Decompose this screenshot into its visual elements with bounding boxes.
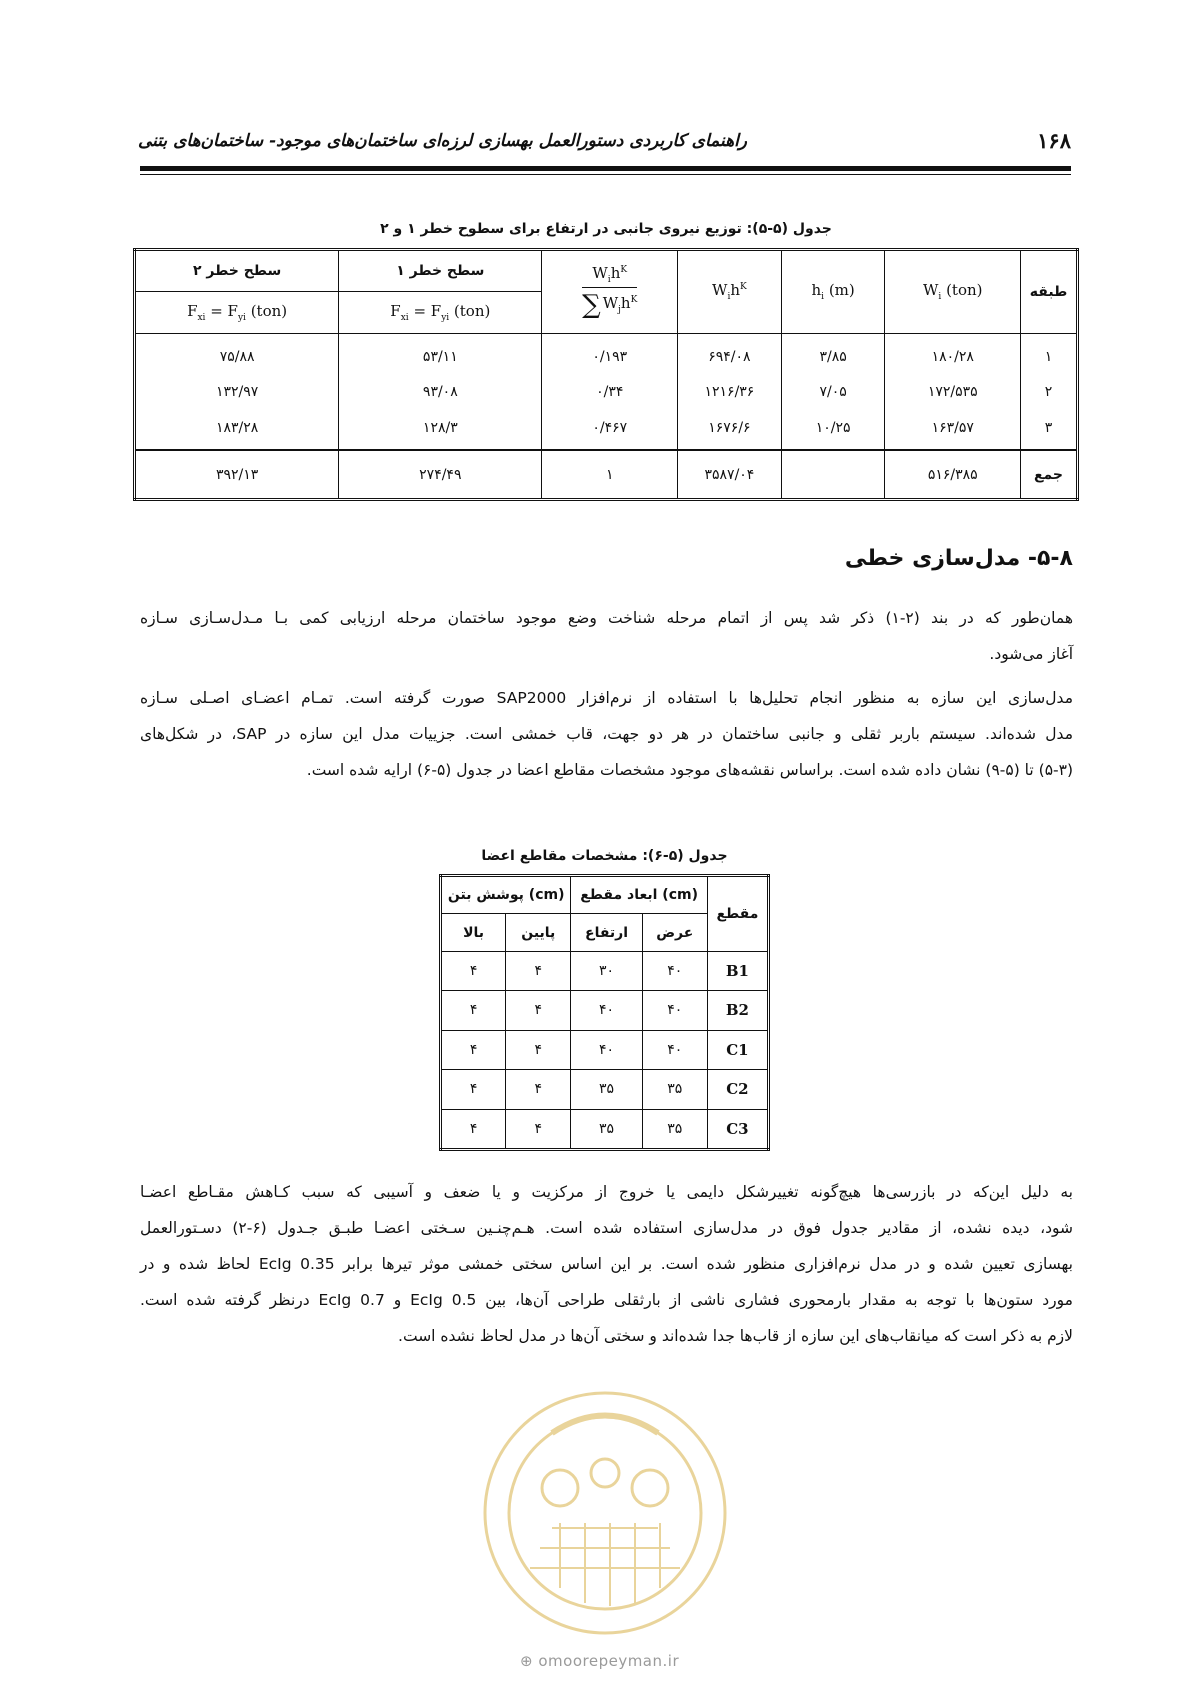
text-line: (۵-۳) تا (۵-۹) نشان داده شده است. براساس نقشه‌های موجود مشخصات مقاطع اعضا در جدول (۵-۶) ارایه شده است. xyxy=(306,761,1073,779)
col-dims: ابعاد مقطع (cm) xyxy=(571,876,707,914)
paragraph-stiffness xyxy=(140,1174,1073,1354)
col-level1: سطح خطر ۱ xyxy=(339,250,542,292)
col-f1-formula: $F_{xi} = F_{yi}$ (ton) xyxy=(339,292,542,333)
text-line: مورد ستون‌ها با توجه به مقدار بارمحوری فشاری ناشی از بارثقلی طراحی آن‌ها، بین 0.5 EcIg و 0.7 EcIg درنظر گرفته شده است. xyxy=(140,1291,1073,1309)
watermark-globe-icon: ⊕ xyxy=(520,1652,534,1670)
col-f2-formula: $F_{xi} = F_{yi}$ (ton) xyxy=(135,292,339,333)
table-row: ۴ ۴ ۳۵ ۳۵ C3 xyxy=(441,1109,769,1150)
table-row: ۱۸۳/۲۸ ۱۲۸/۳ ۰/۴۶۷ ۱۶۷۶/۶ ۱۰/۲۵ ۱۶۳/۵۷ ۳ xyxy=(135,410,1078,450)
table-row: ۴ ۴ ۳۵ ۳۵ C2 xyxy=(441,1070,769,1109)
text-line: مدل‌سازی این سازه به منظور انجام تحلیل‌ها با استفاده از نرم‌افزار SAP2000 صورت گرفته است. تمـام اعضـای اصـلی سـازه xyxy=(140,689,1073,707)
header-rule-thin xyxy=(140,174,1071,175)
paragraph-modeling xyxy=(140,680,1073,788)
text-line: بهسازی تعیین شده و در مدل نرم‌افزاری منظور شده است. بر این اساس سختی خمشی موثر تیرها برابر 0.35 EcIg لحاظ شده و در xyxy=(140,1255,1073,1273)
col-hi: $h_i$ (m) xyxy=(781,250,885,334)
text-line: به دلیل این‌که در بازرسی‌ها هیچ‌گونه تغییرشکل دایمی یا خروج از مرکزیت و یا ضعف و آسیبی که سبب کـاهش مقـاطع اعضـا xyxy=(140,1183,1073,1201)
watermark-logo xyxy=(470,1378,740,1648)
table-row: ۱۳۲/۹۷ ۹۳/۰۸ ۰/۳۴ ۱۲۱۶/۳۶ ۷/۰۵ ۱۷۲/۵۳۵ ۲ xyxy=(135,375,1078,410)
text-line: همان‌طور که در بند (۲-۱) ذکر شد پس از اتمام مرحله شناخت وضع موجود ساختمان مرحله ارزیابی کمی بـا مـدل‌سـازی سـازه xyxy=(140,609,1073,627)
lateral-force-table xyxy=(133,248,1079,501)
text-line: آغاز می‌شود. xyxy=(989,645,1073,663)
watermark-url: ⊕ omoorepeyman.ir xyxy=(520,1652,680,1670)
table1-caption: جدول (۵-۵): توزیع نیروی جانبی در ارتفاع برای سطوح خطر ۱ و ۲ xyxy=(380,221,832,237)
paragraph-intro xyxy=(140,600,1073,672)
running-header xyxy=(138,128,1071,158)
header-title: راهنمای کاربردی دستورالعمل بهسازی لرزه‌ای ساختمان‌های موجود- ساختمان‌های بتنی xyxy=(138,131,748,151)
text-line: شود، دیده نشده، از مقادیر جدول فوق در مدل‌سازی استفاده شده است. هـم‌چنـین سـختی اعضـا طبـق جـدول (۶-۲) دسـتورالعمل xyxy=(140,1219,1073,1237)
section-heading: ۵-۸- مدل‌سازی خطی xyxy=(844,546,1073,571)
section-properties-table xyxy=(439,874,770,1151)
col-whk: $W_ih^K$ xyxy=(678,250,782,334)
ratio-denominator: ∑ $W_jh^K$ xyxy=(582,289,638,320)
col-level2: سطح خطر ۲ xyxy=(135,250,339,292)
col-width: عرض xyxy=(642,914,707,951)
table-sum-row: ۳۹۲/۱۳ ۲۷۴/۴۹ ۱ ۳۵۸۷/۰۴ ۵۱۶/۳۸۵ جمع xyxy=(135,450,1078,499)
table2-caption: جدول (۵-۶): مشخصات مقاطع اعضا xyxy=(481,848,728,864)
col-bottom: پایین xyxy=(506,914,571,951)
col-cover: پوشش بتن (cm) xyxy=(441,876,571,914)
col-top: بالا xyxy=(441,914,506,951)
text-line: لازم به ذکر است که میانقاب‌های این سازه از قاب‌ها جدا شده‌اند و سختی آن‌ها در مدل لحاظ نشده است. xyxy=(398,1327,1073,1345)
header-rule-thick xyxy=(140,166,1071,171)
text-line: مدل شده‌اند. سیستم باربر ثقلی و جانبی ساختمان در هر دو جهت، قاب خمشی است. جزییات مدل این سازه در SAP، در شکل‌های xyxy=(140,725,1073,743)
table-row: ۴ ۴ ۴۰ ۴۰ C1 xyxy=(441,1030,769,1069)
table-row: ۴ ۴ ۴۰ ۴۰ B2 xyxy=(441,991,769,1030)
col-floor: طبقه xyxy=(1021,250,1078,334)
page-number: ۱۶۸ xyxy=(1037,128,1071,153)
table-row: ۴ ۴ ۳۰ ۴۰ B1 xyxy=(441,951,769,990)
col-ratio xyxy=(542,250,678,334)
ratio-numerator: $W_ih^K$ xyxy=(582,264,637,288)
ratio-fraction xyxy=(582,264,637,320)
col-wi: $W_i$ (ton) xyxy=(885,250,1021,334)
table-row: ۷۵/۸۸ ۵۳/۱۱ ۰/۱۹۳ ۶۹۴/۰۸ ۳/۸۵ ۱۸۰/۲۸ ۱ xyxy=(135,333,1078,375)
col-section: مقطع xyxy=(707,876,768,952)
col-height: ارتفاع xyxy=(571,914,642,951)
